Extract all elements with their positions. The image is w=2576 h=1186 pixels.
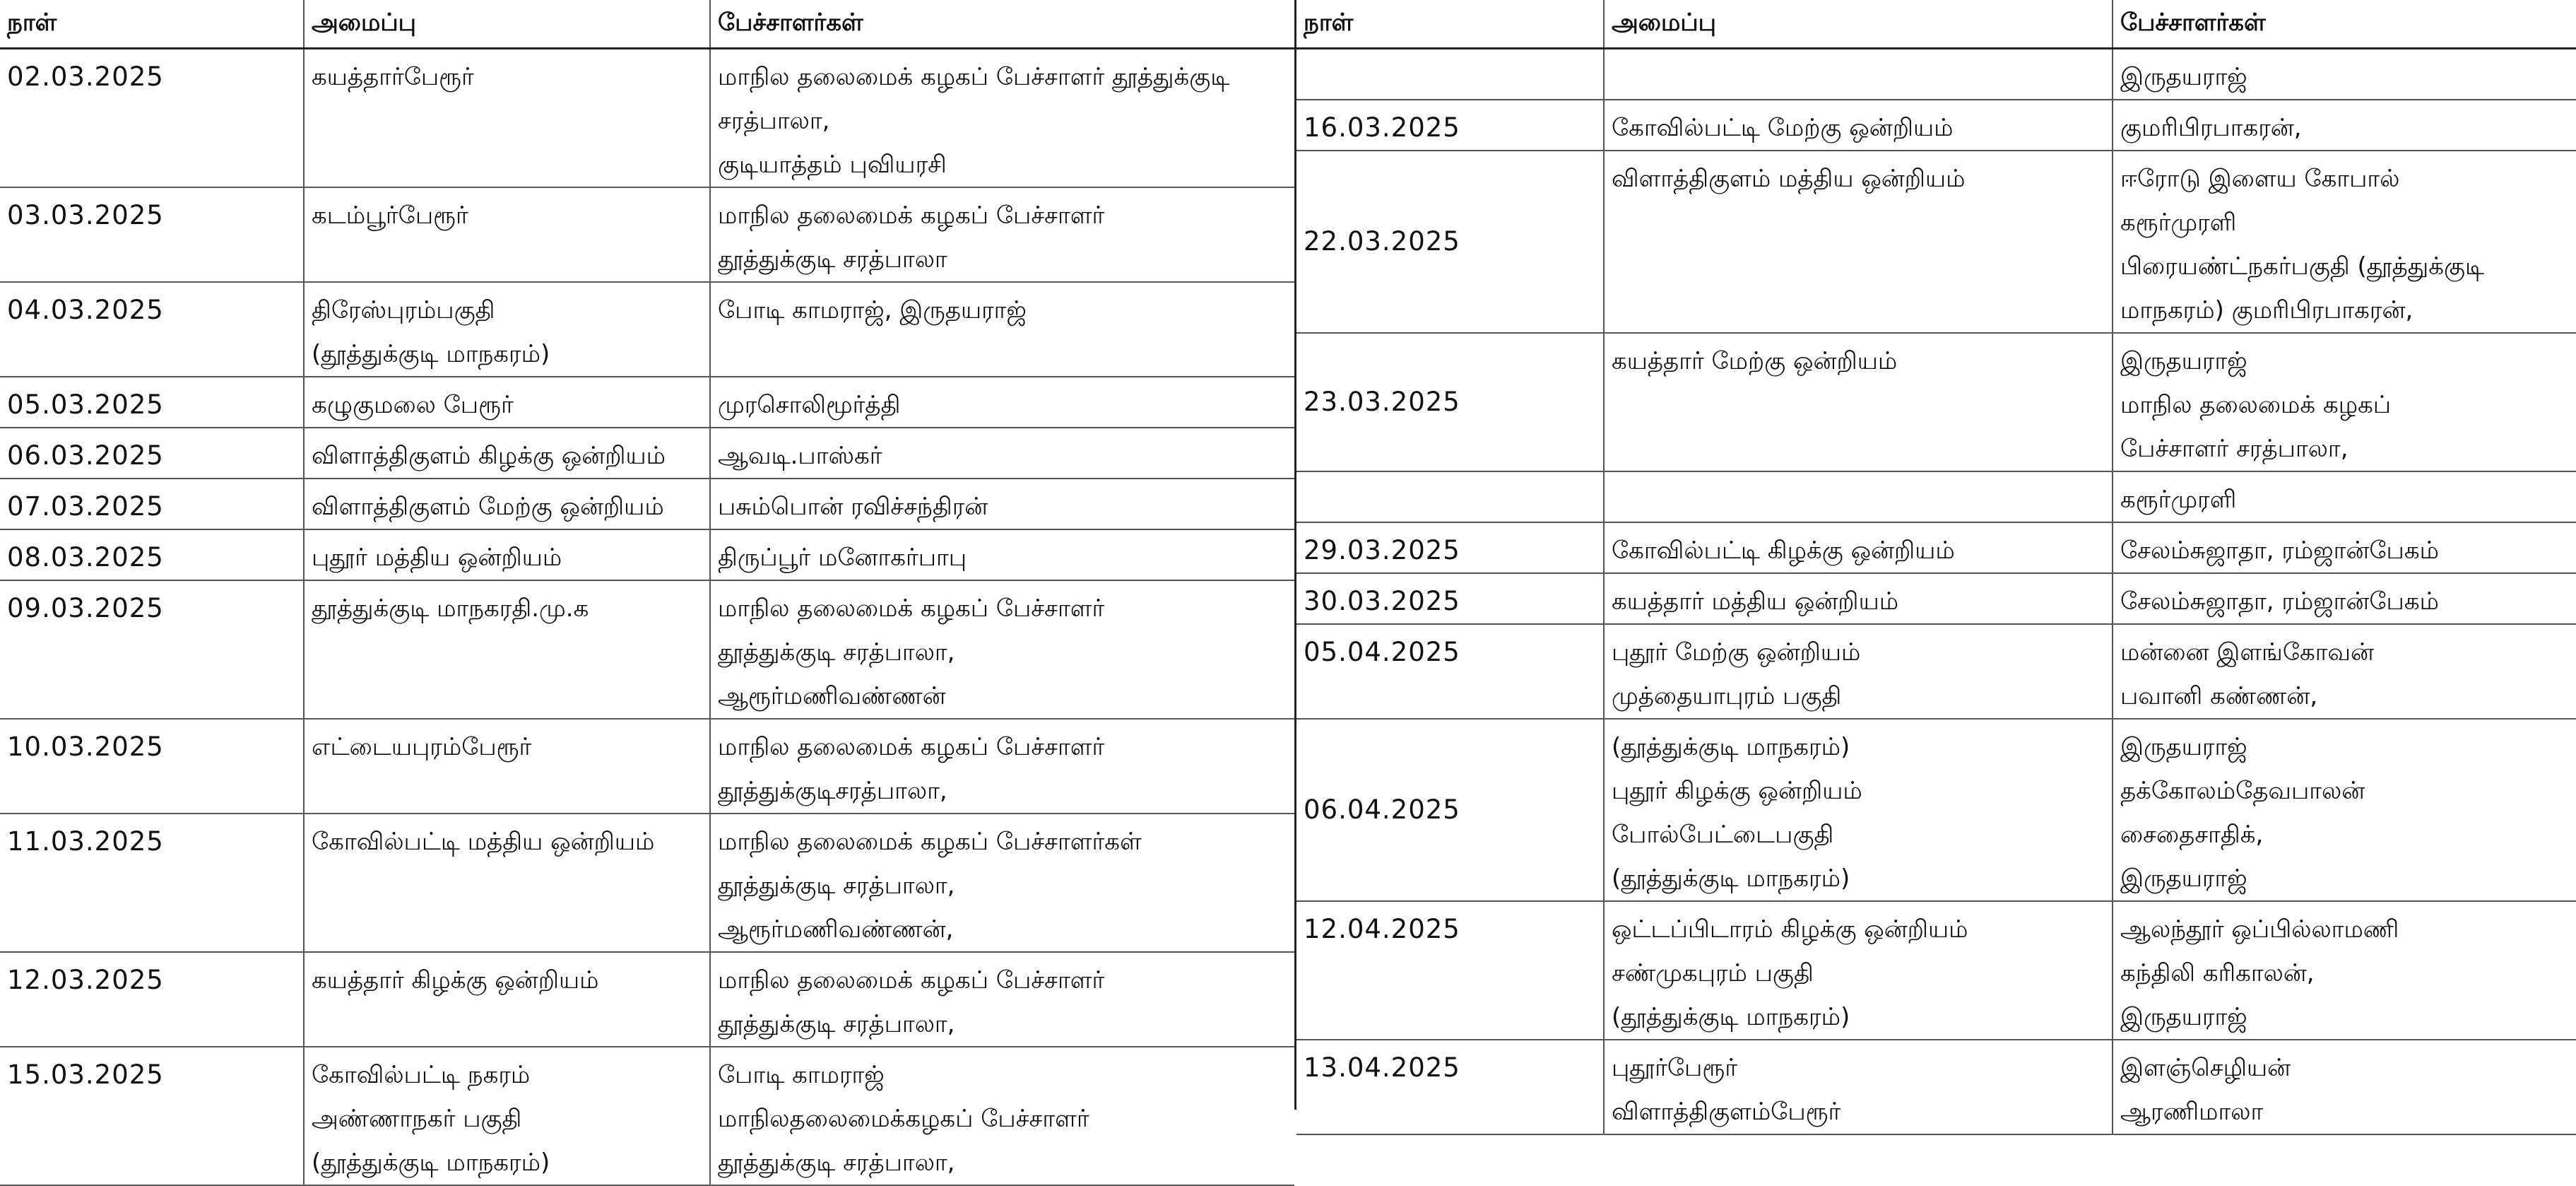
speaker-line: ஆரூர்மணிவண்ணன் <box>718 681 946 710</box>
organisation-line: கயத்தார் மேற்கு ஒன்றியம் <box>1612 346 1898 375</box>
speakers-cell <box>710 719 1294 814</box>
organisation-cell <box>304 814 710 952</box>
table-row <box>0 282 1294 377</box>
speaker-line: தூத்துக்குடிசரத்பாலா, <box>718 776 947 805</box>
organisation-cell <box>304 1047 710 1185</box>
speaker-line: தூத்துக்குடி சரத்பாலா <box>718 245 947 274</box>
header-row <box>0 0 1294 48</box>
table-row <box>0 48 1294 187</box>
speaker-line: இருதயராஜ் <box>2120 732 2247 761</box>
speaker-line: தூத்துக்குடி சரத்பாலா, <box>718 871 955 900</box>
table-row <box>1296 624 2576 719</box>
speaker-line: ஆரூர்மணிவண்ணன், <box>718 915 954 944</box>
speakers-cell <box>710 428 1294 478</box>
organisation-line: சண்முகபுரம் பகுதி <box>1612 958 1814 987</box>
speaker-line: சேலம்சுஜாதா, ரம்ஜான்பேகம் <box>2120 587 2439 616</box>
speaker-line: கந்திலி கரிகாலன், <box>2120 958 2315 987</box>
speaker-line: குமரிபிரபாகரன், <box>2120 113 2302 142</box>
speaker-line: போடி காமராஜ், இருதயராஜ் <box>718 295 1027 324</box>
organisation-line: போல்பேட்டைபகுதி <box>1612 820 1834 849</box>
date-cell: 08.03.2025 <box>0 529 304 580</box>
speaker-line: குடியாத்தம் புவியரசி <box>718 150 947 179</box>
speakers-cell <box>2113 901 2576 1040</box>
organisation-line: கயத்தார் மத்திய ஒன்றியம் <box>1612 587 1899 616</box>
speakers-header: பேச்சாளர்கள் <box>2113 0 2576 48</box>
date-cell: 04.03.2025 <box>0 282 304 377</box>
organisation-line: எட்டையபுரம்பேரூர் <box>312 732 532 761</box>
speakers-cell <box>710 1047 1294 1185</box>
organisation-header: அமைப்பு <box>304 0 710 48</box>
date-cell: 06.03.2025 <box>0 428 304 478</box>
speaker-line: தூத்துக்குடி சரத்பாலா, <box>718 1148 955 1177</box>
table-row <box>1296 48 2576 100</box>
organisation-line: கோவில்பட்டி கிழக்கு ஒன்றியம் <box>1612 536 1955 565</box>
speaker-line: கரூர்முரளி <box>2120 485 2237 514</box>
organisation-cell <box>304 48 710 187</box>
schedule-table <box>1296 0 2576 1135</box>
table-row <box>1296 573 2576 624</box>
date-cell: 22.03.2025 <box>1296 151 1604 333</box>
date-header: நாள் <box>1296 0 1604 48</box>
organisation-cell <box>1604 573 2113 624</box>
table-row <box>1296 333 2576 471</box>
speaker-line: மாநில தலைமைக் கழகப் பேச்சாளர் <box>718 732 1105 761</box>
speakers-cell <box>2113 100 2576 151</box>
speaker-line: இளஞ்செழியன் <box>2120 1053 2291 1082</box>
speaker-line: சைதைசாதிக், <box>2120 820 2264 849</box>
organisation-cell <box>1604 48 2113 100</box>
organisation-line: (தூத்துக்குடி மாநகரம்) <box>1612 732 1850 761</box>
organisation-cell <box>1604 100 2113 151</box>
organisation-cell <box>1604 151 2113 333</box>
speaker-line: மாநில தலைமைக் கழகப் பேச்சாளர் <box>718 594 1105 623</box>
speakers-cell <box>710 814 1294 952</box>
organisation-line: கழுகுமலை பேரூர் <box>312 390 514 419</box>
organisation-line: விளாத்திகுளம் மேற்கு ஒன்றியம் <box>312 492 664 521</box>
organisation-cell <box>304 377 710 428</box>
speaker-line: இருதயராஜ் <box>2120 864 2247 893</box>
date-cell: 06.04.2025 <box>1296 719 1604 901</box>
speakers-cell <box>710 952 1294 1047</box>
speaker-line: பவானி கண்ணன், <box>2120 681 2318 710</box>
speaker-line: திருப்பூர் மனோகர்பாபு <box>718 543 967 572</box>
speaker-line: மாநில தலைமைக் கழகப் பேச்சாளர் <box>718 965 1105 994</box>
speakers-cell <box>710 529 1294 580</box>
table-row <box>0 580 1294 719</box>
organisation-line: விளாத்திகுளம் மத்திய ஒன்றியம் <box>1612 164 1966 193</box>
speaker-line: ஆவடி.பாஸ்கர் <box>718 441 882 470</box>
date-cell: 16.03.2025 <box>1296 100 1604 151</box>
organisation-line: கோவில்பட்டி நகரம் <box>312 1060 531 1089</box>
speaker-line: பேச்சாளர் சரத்பாலா, <box>2120 434 2348 463</box>
date-cell: 12.04.2025 <box>1296 901 1604 1040</box>
date-cell: 15.03.2025 <box>0 1047 304 1185</box>
speakers-cell <box>2113 624 2576 719</box>
speakers-cell <box>2113 151 2576 333</box>
organisation-line: புதூர் கிழக்கு ஒன்றியம் <box>1612 776 1862 805</box>
organisation-cell <box>304 952 710 1047</box>
organisation-cell <box>304 478 710 529</box>
speaker-line: சரத்பாலா, <box>718 106 830 135</box>
organisation-cell <box>304 719 710 814</box>
organisation-cell <box>1604 901 2113 1040</box>
speakers-cell <box>710 580 1294 719</box>
speaker-line: ஆலந்தூர் ஒப்பில்லாமணி <box>2120 915 2399 944</box>
table-row <box>0 187 1294 282</box>
organisation-line: தூத்துக்குடி மாநகரதி.மு.க <box>312 594 589 623</box>
speakers-cell <box>710 282 1294 377</box>
organisation-cell <box>1604 1040 2113 1134</box>
date-cell: 29.03.2025 <box>1296 522 1604 573</box>
speaker-line: மாநில தலைமைக் கழகப் <box>2120 390 2392 419</box>
table-row <box>0 952 1294 1047</box>
speaker-line: மன்னை இளங்கோவன் <box>2120 638 2374 667</box>
speakers-cell <box>2113 1040 2576 1134</box>
organisation-line: (தூத்துக்குடி மாநகரம்) <box>1612 864 1850 893</box>
organisation-line: விளாத்திகுளம்பேரூர் <box>1612 1097 1841 1126</box>
speaker-line: இருதயராஜ் <box>2120 1002 2247 1031</box>
date-cell <box>1296 471 1604 522</box>
date-cell: 23.03.2025 <box>1296 333 1604 471</box>
organisation-cell <box>1604 333 2113 471</box>
header-row <box>1296 0 2576 48</box>
speaker-line: பிரையண்ட்நகர்பகுதி (தூத்துக்குடி <box>2120 252 2485 281</box>
organisation-cell <box>304 580 710 719</box>
speaker-line: தூத்துக்குடி சரத்பாலா, <box>718 638 955 667</box>
schedule-table-right <box>1294 0 2576 1126</box>
table-row <box>0 377 1294 428</box>
date-cell: 12.03.2025 <box>0 952 304 1047</box>
date-header: நாள் <box>0 0 304 48</box>
speakers-cell <box>2113 471 2576 522</box>
speakers-cell <box>2113 48 2576 100</box>
organisation-line: கடம்பூர்பேரூர் <box>312 201 468 230</box>
schedule-table-left <box>0 0 1294 1177</box>
organisation-line: முத்தையாபுரம் பகுதி <box>1612 681 1842 710</box>
organisation-cell <box>304 529 710 580</box>
table-row <box>1296 471 2576 522</box>
speakers-cell <box>2113 333 2576 471</box>
speaker-line: மாநில தலைமைக் கழகப் பேச்சாளர் <box>718 201 1105 230</box>
table-row <box>0 529 1294 580</box>
speakers-cell <box>2113 573 2576 624</box>
speaker-line: போடி காமராஜ் <box>718 1060 885 1089</box>
table-row <box>0 1047 1294 1185</box>
table-row <box>1296 719 2576 901</box>
date-cell: 10.03.2025 <box>0 719 304 814</box>
organisation-line: (தூத்துக்குடி மாநகரம்) <box>1612 1002 1850 1031</box>
organisation-cell <box>1604 624 2113 719</box>
organisation-line: விளாத்திகுளம் கிழக்கு ஒன்றியம் <box>312 441 666 470</box>
organisation-line: (தூத்துக்குடி மாநகரம்) <box>312 339 550 368</box>
speakers-cell <box>2113 719 2576 901</box>
speaker-line: இருதயராஜ் <box>2120 62 2247 91</box>
date-cell: 03.03.2025 <box>0 187 304 282</box>
table-row <box>0 478 1294 529</box>
date-cell: 05.03.2025 <box>0 377 304 428</box>
organisation-cell <box>1604 719 2113 901</box>
speaker-line: மாநில தலைமைக் கழகப் பேச்சாளர் தூத்துக்குடி <box>718 62 1230 91</box>
speaker-line: தக்கோலம்தேவபாலன் <box>2120 776 2365 805</box>
speaker-line: சேலம்சுஜாதா, ரம்ஜான்பேகம் <box>2120 536 2439 565</box>
speaker-line: ஈரோடு இளைய கோபால் <box>2120 164 2400 193</box>
speaker-line: பசும்பொன் ரவிச்சந்திரன் <box>718 492 988 521</box>
date-cell: 07.03.2025 <box>0 478 304 529</box>
date-cell: 02.03.2025 <box>0 48 304 187</box>
date-cell: 13.04.2025 <box>1296 1040 1604 1134</box>
organisation-line: கயத்தார் கிழக்கு ஒன்றியம் <box>312 965 599 994</box>
speaker-line: மாநகரம்) குமரிபிரபாகரன், <box>2120 295 2413 324</box>
organisation-header: அமைப்பு <box>1604 0 2113 48</box>
organisation-line: அண்ணாநகர் பகுதி <box>312 1104 522 1133</box>
date-cell <box>1296 48 1604 100</box>
organisation-cell <box>304 282 710 377</box>
speakers-cell <box>710 48 1294 187</box>
organisation-line: கயத்தார்பேரூர் <box>312 62 474 91</box>
table-row <box>0 814 1294 952</box>
date-cell: 30.03.2025 <box>1296 573 1604 624</box>
date-cell: 09.03.2025 <box>0 580 304 719</box>
organisation-line: புதூர் மத்திய ஒன்றியம் <box>312 543 562 572</box>
organisation-line: புதூர்பேரூர் <box>1612 1053 1737 1082</box>
table-row <box>1296 901 2576 1040</box>
speaker-line: ஆரணிமாலா <box>2120 1097 2264 1126</box>
organisation-line: புதூர் மேற்கு ஒன்றியம் <box>1612 638 1861 667</box>
organisation-line: கோவில்பட்டி மத்திய ஒன்றியம் <box>312 827 655 856</box>
organisation-line: ஒட்டப்பிடாரம் கிழக்கு ஒன்றியம் <box>1612 915 1968 944</box>
speaker-line: இருதயராஜ் <box>2120 346 2247 375</box>
table-row <box>1296 1040 2576 1134</box>
table-row <box>0 428 1294 478</box>
speaker-line: கரூர்முரளி <box>2120 208 2237 237</box>
speaker-line: தூத்துக்குடி சரத்பாலா, <box>718 1009 955 1038</box>
speakers-cell <box>710 377 1294 428</box>
speakers-cell <box>710 187 1294 282</box>
organisation-cell <box>1604 471 2113 522</box>
table-body <box>1296 48 2576 1134</box>
organisation-cell <box>304 187 710 282</box>
organisation-line: கோவில்பட்டி மேற்கு ஒன்றியம் <box>1612 113 1954 142</box>
date-cell: 11.03.2025 <box>0 814 304 952</box>
speaker-line: மாநில தலைமைக் கழகப் பேச்சாளர்கள் <box>718 827 1142 856</box>
organisation-cell <box>304 428 710 478</box>
speakers-cell <box>710 478 1294 529</box>
date-cell: 05.04.2025 <box>1296 624 1604 719</box>
speakers-cell <box>2113 522 2576 573</box>
table-body <box>0 48 1294 1185</box>
table-row <box>1296 151 2576 333</box>
table-row <box>0 719 1294 814</box>
organisation-cell <box>1604 522 2113 573</box>
table-row <box>1296 100 2576 151</box>
table-row <box>1296 522 2576 573</box>
speaker-line: மாநிலதலைமைக்கழகப் பேச்சாளர் <box>718 1104 1089 1133</box>
organisation-line: (தூத்துக்குடி மாநகரம்) <box>312 1148 550 1177</box>
speakers-header: பேச்சாளர்கள் <box>710 0 1294 48</box>
organisation-line: திரேஸ்புரம்பகுதி <box>312 295 495 324</box>
speaker-line: முரசொலிமூர்த்தி <box>718 390 901 419</box>
